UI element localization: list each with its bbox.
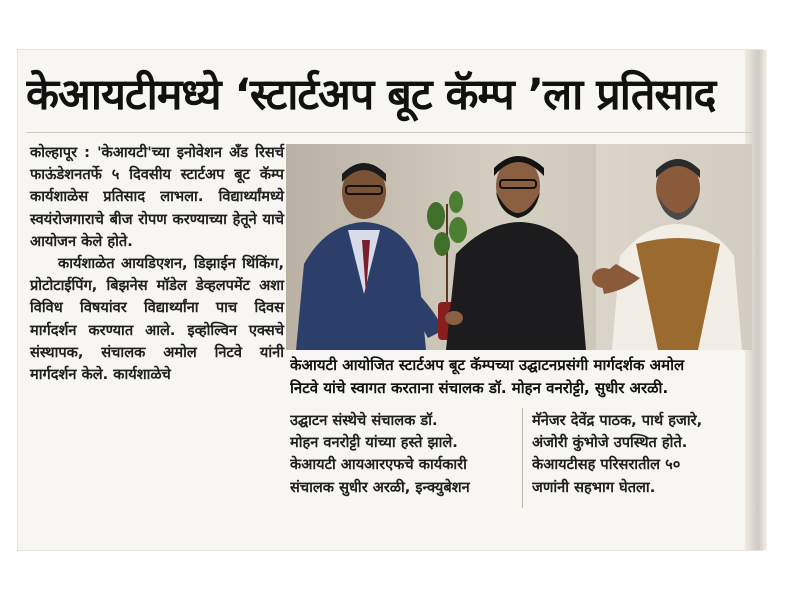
text-line: बिझनेस मॉडेल डेव्हलपमेंट अशा: [106, 277, 284, 295]
text-line: संचालक सुधीर अरळी, इन्क्युबेशन: [290, 478, 470, 496]
text-line: मार्गदर्शन केले. कार्यशाळेचे: [30, 366, 171, 384]
text-line: कार्यशाळेत आयडिएशन,: [58, 255, 188, 273]
text-line: इनोवेशन अँड रिसर्च फाऊंडेशनतर्फे: [30, 144, 284, 184]
article-column-middle: [290, 410, 518, 499]
text-line: 'केआयटी'च्या: [97, 144, 170, 161]
paragraph-1: [30, 142, 284, 253]
text-line: मॅनेजर देवेंद्र पाठक, पार्थ हजारे,: [532, 412, 703, 429]
text-line: अंजोरी कुंभोजे उपस्थित होते.: [532, 434, 688, 452]
article-column-right: [532, 410, 760, 499]
dateline: कोल्हापूर :: [30, 144, 90, 161]
caption-line: केआयटी आयोजित स्टार्टअप बूट कॅम्पच्या उद्घाटनप्रसंगी मार्गदर्शक अमोल: [290, 356, 685, 374]
text-line: विविध विषयांवर विद्यार्थ्यांना पाच: [30, 299, 238, 317]
text-line: आयोजन केले होते.: [30, 232, 133, 250]
text-line: बीज रोपण करण्याच्या हेतूने याचे: [109, 210, 284, 228]
article-column-left: [30, 142, 284, 386]
headline: केआयटीमध्ये ‘स्टार्टअप बूट कॅम्प ’ला प्रतिसाद: [26, 70, 716, 120]
text-line: केआयटीसह परिसरातील ५०: [532, 456, 681, 474]
photo-illustration: [286, 144, 752, 350]
photo-caption: [286, 352, 752, 402]
text-line: केआयटी आयआरएफचे कार्यकारी: [290, 456, 467, 474]
text-line: विद्यार्थ्यांमध्ये स्वयंरोजगाराचे: [30, 188, 284, 228]
text-line: इव्होल्विन एक्सचे संस्थापक,: [30, 321, 284, 361]
column-divider: [522, 408, 523, 508]
caption-line: निटवे यांचे स्वागत करताना संचालक डॉ. मोहन वनरोट्टी, सुधीर अरळी.: [290, 379, 669, 397]
text-line: संचालक अमोल निटवे यांनी: [101, 343, 284, 361]
text-line: उद्घाटन संस्थेचे संचालक डॉ.: [290, 412, 438, 429]
headline-rule: [26, 132, 752, 133]
text-line: ५ दिवसीय स्टार्टअप बूट कॅम्प: [111, 166, 284, 184]
text-line: कार्यशाळेस प्रतिसाद लाभला.: [30, 188, 204, 206]
text-line: मोहन वनरोट्टी यांच्या हस्ते झाले.: [290, 434, 458, 452]
paragraph-2: [30, 253, 284, 386]
text-line: दिवस मार्गदर्शन करण्यात आले.: [30, 299, 284, 339]
text-line: जणांनी सहभाग घेतला.: [532, 478, 656, 496]
news-photo: [286, 144, 752, 350]
text-line: डिझाईन थिंकिंग, प्रोटोटाईपिंग,: [30, 255, 284, 295]
